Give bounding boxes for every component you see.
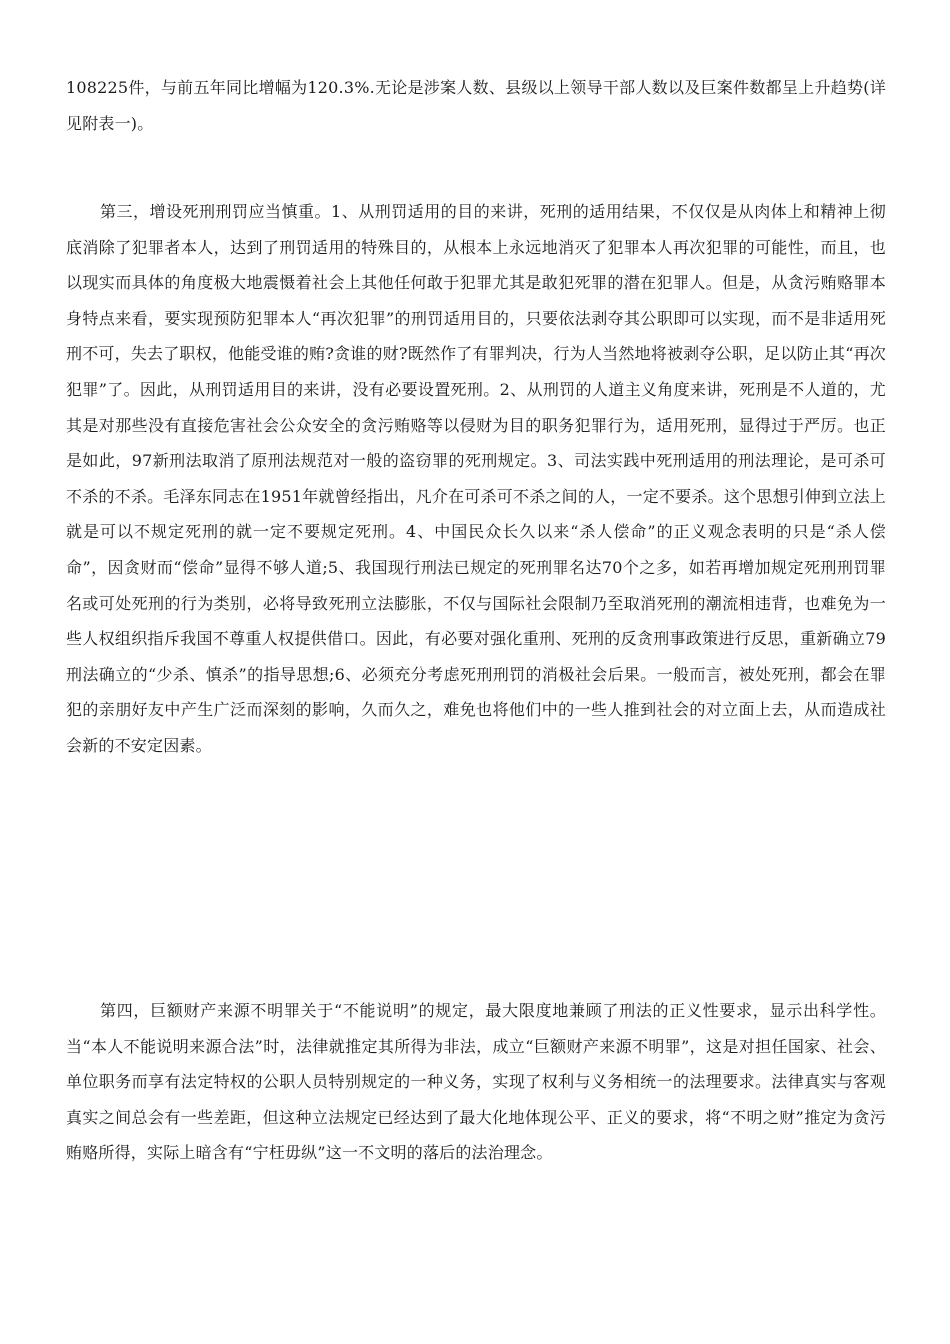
paragraph-third-death-penalty: 第三，增设死刑刑罚应当慎重。1、从刑罚适用的目的来讲，死刑的适用结果，不仅仅是从肉体上和精神上彻底消除了犯罪者本人，达到了刑罚适用的特殊目的，从根本上永远地消灭了犯罪本人再次犯罪的可能性，而且，也以现实而具体的角度极大地震慑着社会上其他任何敢于犯罪尤其是敢犯死罪的潜在犯罪人。但是，从贪污贿赂罪本身特点来看，要实现预防犯罪本人“再次犯罪”的刑罚适用目的，只要依法剥夺其公职即可以实现，而不是非适用死刑不可，失去了职权，他能受谁的贿?贪谁的财?既然作了有罪判决，行为人当然地将被剥夺公职，足以防止其“再次犯罪”了。因此，从刑罚适用目的来讲，没有必要设置死刑。2、从刑罚的人道主义角度来讲，死刑是不人道的，尤其是对那些没有直接危害社会公众安全的贪污贿赂等以侵财为目的职务犯罪行为，适用死刑，显得过于严厉。也正是如此，97新刑法取消了原刑法规范对一般的盗窃罪的死刑规定。3、司法实践中死刑适用的刑法理论，是可杀可不杀的不杀。毛泽东同志在1951年就曾经指出，凡介在可杀可不杀之间的人，一定不要杀。这个思想引伸到立法上就是可以不规定死刑的就一定不要规定死刑。4、中国民众长久以来“杀人偿命”的正义观念表明的只是“杀人偿命”，因贪财而“偿命”显得不够人道;5、我国现行刑法已规定的死刑罪名达70个之多，如若再增加规定死刑刑罚罪名或可处死刑的行为类别，必将导致死刑立法膨胀，不仅与国际社会限制乃至取消死刑的潮流相违背，也难免为一些人权组织指斥我国不尊重人权提供借口。因此，有必要对强化重刑、死刑的反贪刑事政策进行反思，重新确立79刑法确立的“少杀、慎杀”的指导思想;6、必须充分考虑死刑刑罚的消极社会后果。一般而言，被处死刑，都会在罪犯的亲朋好友中产生广泛而深刻的影响，久而久之，难免也将他们中的一些人推到社会的对立面上去，从而造成社会新的不安定因素。 (66, 202, 886, 755)
paragraph-statistics-trend: 108225件，与前五年同比增幅为120.3%.无论是涉案人数、县级以上领导干部人数以及巨案件数都呈上升趋势(详见附表一)。 (66, 78, 886, 133)
paragraph-fourth-unexplained-property: 第四，巨额财产来源不明罪关于“不能说明”的规定，最大限度地兼顾了刑法的正义性要求，显示出科学性。当“本人不能说明来源合法”时，法律就推定其所得为非法，成立“巨额财产来源不明罪”，这是对担任国家、社会、单位职务而享有法定特权的公职人员特别规定的一种义务，实现了权利与义务相统一的法理要求。法律真实与客观真实之间总会有一些差距，但这种立法规定已经达到了最大化地体现公平、正义的要求，将“不明之财”推定为贪污贿赂所得，实际上暗含有“宁枉毋纵”这一不文明的落后的法治理念。 (66, 1001, 886, 1163)
